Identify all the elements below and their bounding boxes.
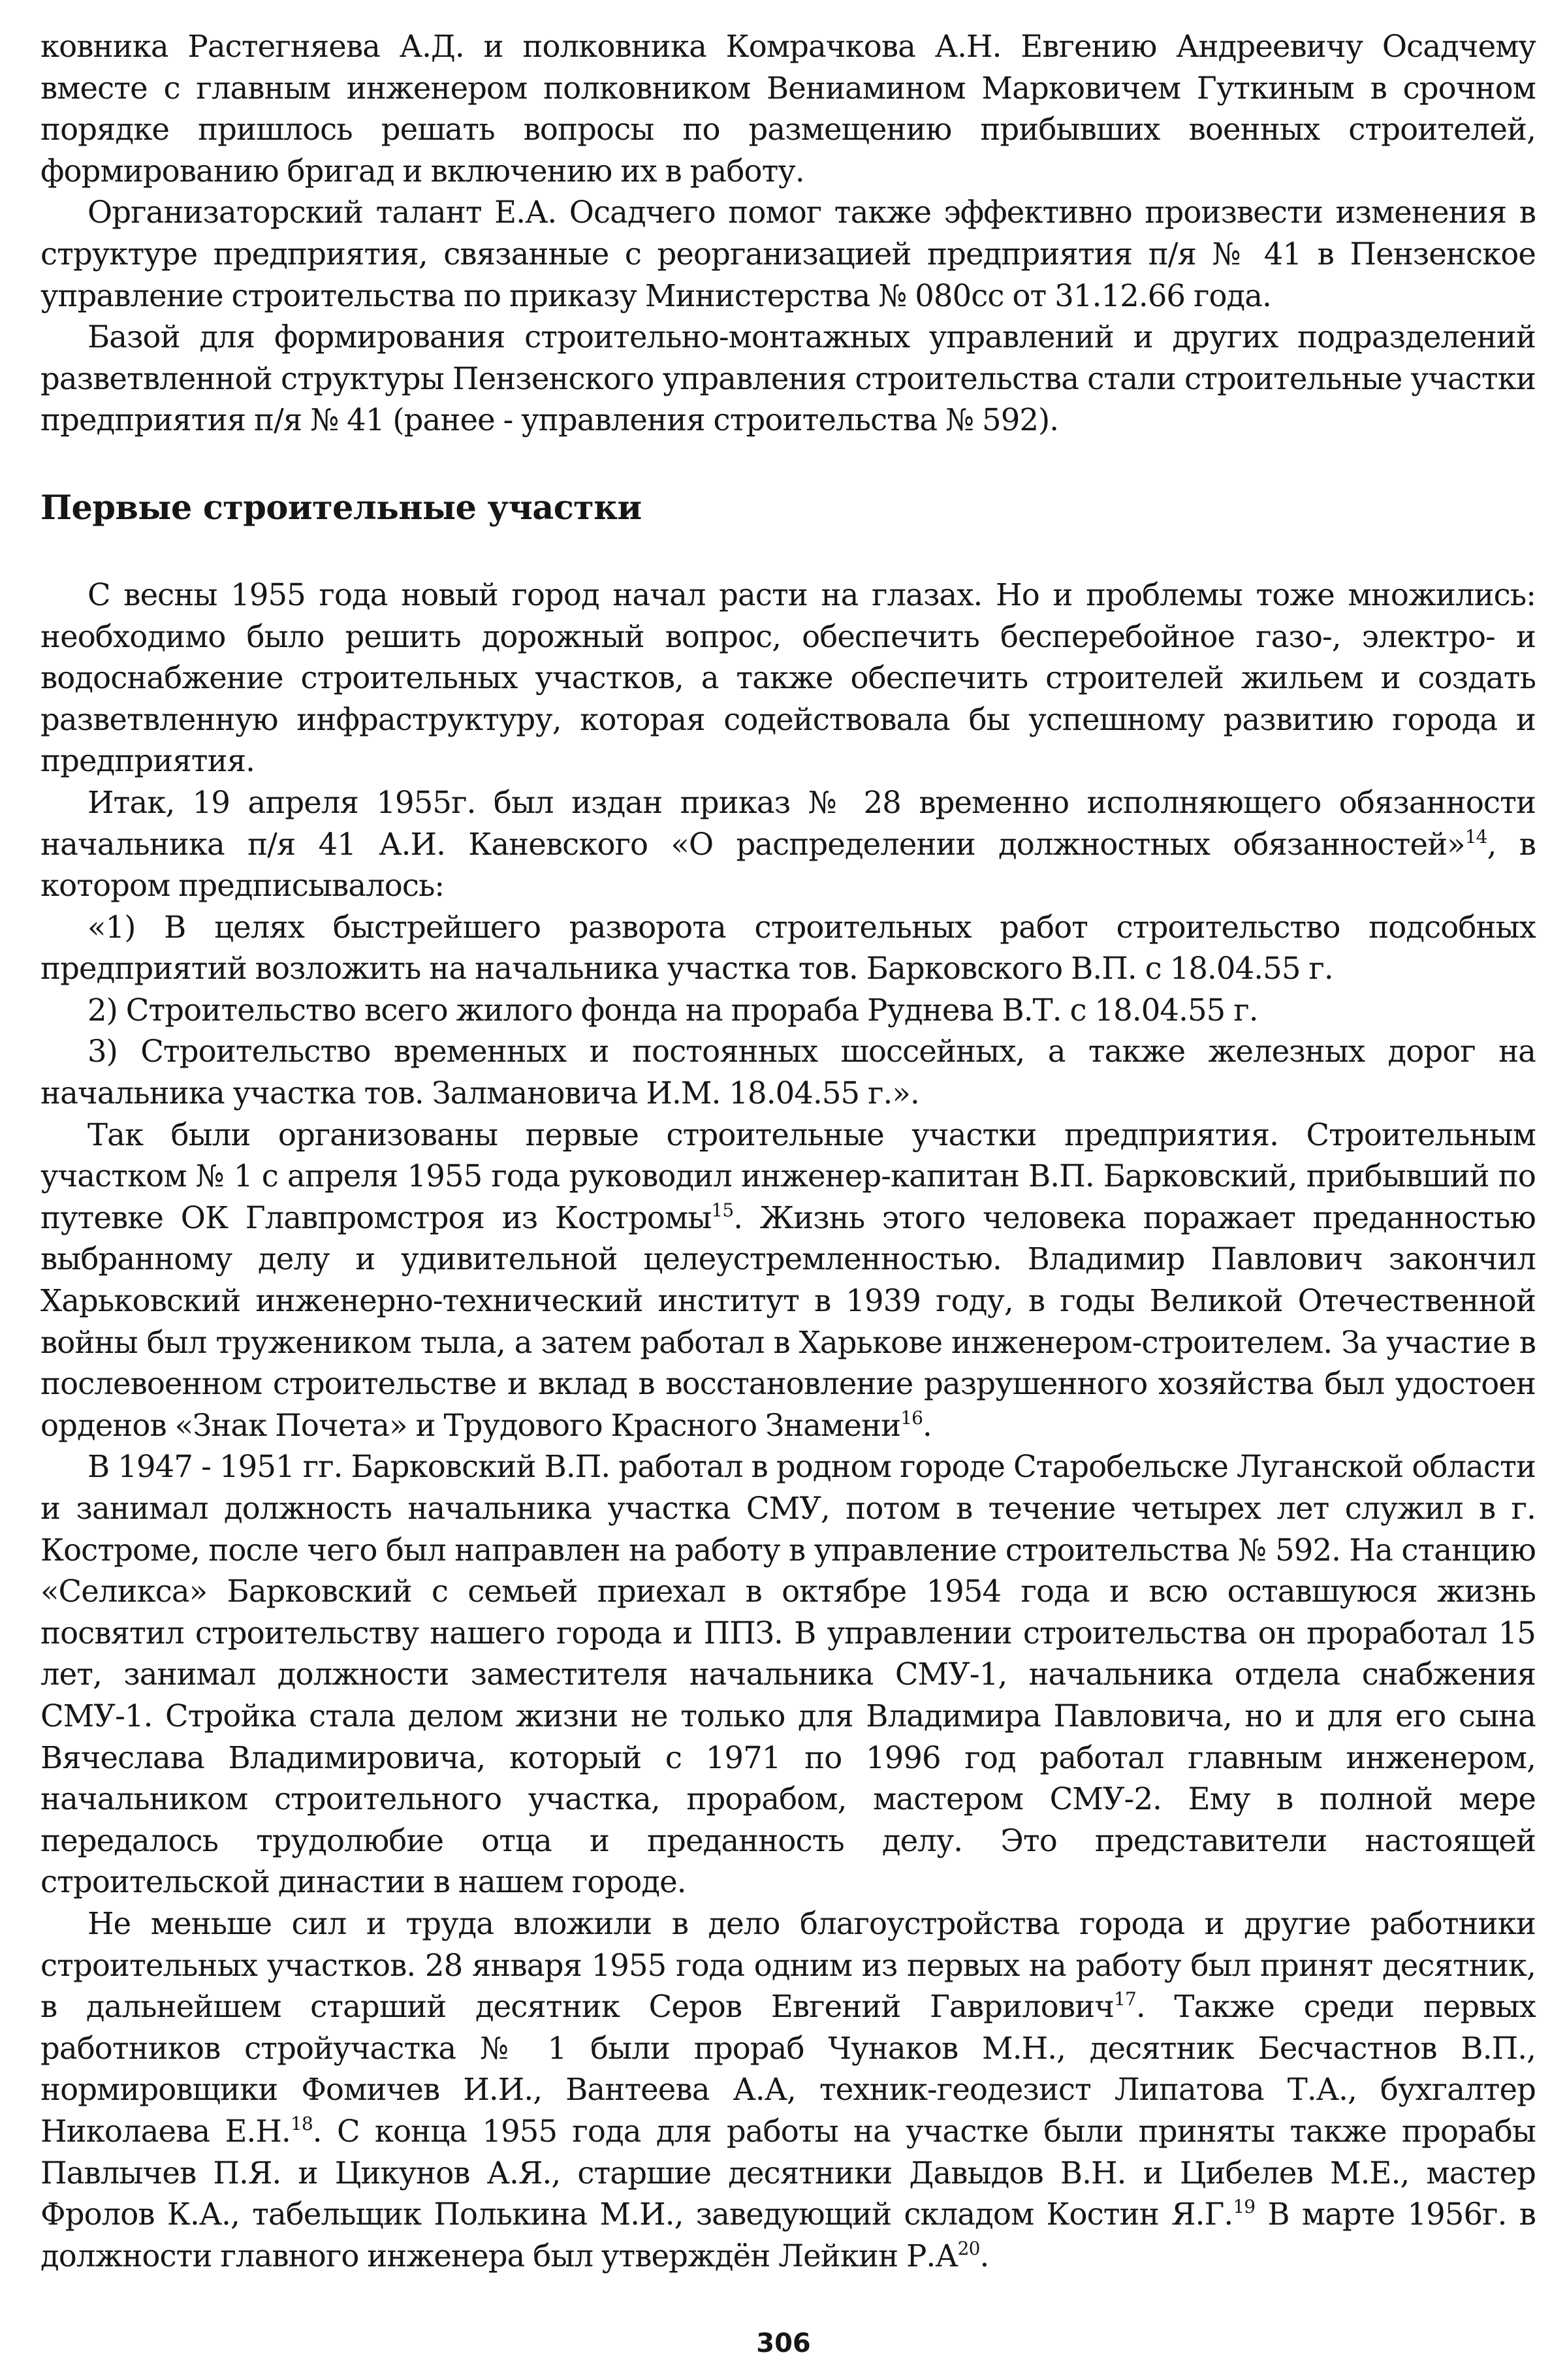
- footnote-ref: 19: [1233, 2196, 1256, 2218]
- text-run: . Жизнь этого человека поражает преданностью выбранному делу и удивительной целеустремленностью. Владимир Павлович закончил Харьковский инженерно-технический институт в 1939 году, в годы Великой Отечественной войны был тружеником тыла, а затем работал в Харькове инженером-строителем. За участие в послевоенном строительстве и вклад в восстановление разрушенного хозяйства был удостоен орденов «Знак Почета» и Трудового Красного Знамени: [40, 1199, 1536, 1443]
- footnote-ref: 15: [711, 1199, 734, 1221]
- text-run: . Также среди первых работников стройучастка № 1 были прораб Чунаков М.Н., десятник Бесчастнов В.П., нормировщики Фомичев И.И., Вантеева А.А, техник-геодезист Липатова Т.А., бухгалтер Николаева Е.Н.: [40, 1989, 1536, 2149]
- paragraph-barkovsky-biography: В 1947 - 1951 гг. Барковский В.П. работал в родном городе Старобельске Луганской области и занимал должность начальника участка СМУ, потом в течение четырех лет служил в г. Костроме, после чего был направлен на работу в управление строительства № 592. На станцию «Селикса» Барковский с семьей приехал в октябре 1954 года и всю оставшуюся жизнь посвятил строительству нашего города и ППЗ. В управлении строительства он проработал 15 лет, занимал должности заместителя начальника СМУ-1, начальника отдела снабжения СМУ-1. Стройка стала делом жизни не только для Владимира Павловича, но и для его сына Вячеслава Владимировича, который с 1971 по 1996 год работал главным инженером, начальником строительного участка, прорабом, мастером СМУ-2. Ему в полной мере передалось трудолюбие отца и преданность делу. Это представители настоящей строительской династии в нашем городе.: [40, 1449, 1536, 1900]
- text-run: .: [923, 1407, 932, 1443]
- paragraph-barkovsky: [40, 1115, 1536, 1447]
- paragraph-structure-basis: Базой для формирования строительно-монтажных управлений и других подразделений разветвленной структуры Пензенского управления строительства стали строительные участки предприятия п/я № 41 (ранее - управления строительства № 592).: [40, 319, 1536, 438]
- paragraph-spring-1955: С весны 1955 года новый город начал расти на глазах. Но и проблемы тоже множились: необходимо было решить дорожный вопрос, обеспечить бесперебойное газо-, электро- и водоснабжение строительных участков, а также обеспечить строителей жильем и создать разветвленную инфраструктуру, которая содействовала бы успешному развитию города и предприятия.: [40, 577, 1536, 779]
- paragraph-continuation: ковника Растегняева А.Д. и полковника Комрачкова А.Н. Евгению Андреевичу Осадчему вместе с главным инженером полковником Вениамином Марковичем Гуткиным в срочном порядке пришлось решать вопросы по размещению прибывших военных строителей, формированию бригад и включению их в работу.: [40, 29, 1536, 189]
- page-body: [40, 26, 1536, 2277]
- text-run: Не меньше сил и труда вложили в дело благоустройства города и другие работники строительных участков. 28 января 1955 года одним из первых на работу был принят десятник, в дальнейшем старший десятник Серов Евгений Гаврилович: [40, 1905, 1536, 2025]
- text-run: Так были организованы первые строительные участки предприятия. Строительным участком № 1 с апреля 1955 года руководил инженер-капитан В.П. Барковский, прибывший по путевке ОК Главпромстроя из Костромы: [40, 1117, 1536, 1235]
- text-run: .: [979, 2238, 989, 2274]
- page-number: 306: [756, 2328, 811, 2358]
- order-item-3: 3) Строительство временных и постоянных шоссейных, а также железных дорог на начальника участка тов. Залмановича И.М. 18.04.55 г.».: [40, 1034, 1536, 1111]
- section-heading: Первые строительные участки: [40, 488, 642, 528]
- order-item-1: «1) В целях быстрейшего разворота строительных работ строительство подсобных предприятий возложить на начальника участка тов. Барковского В.П. с 18.04.55 г.: [40, 909, 1536, 987]
- text-run: . С конца 1955 года для работы на участке были приняты также прорабы Павлычев П.Я. и Цикунов А.Я., старшие десятники Давыдов В.Н. и Цибелев М.Е., мастер Фролов К.А., табельщик Полькина М.И., заведующий складом Костин Я.Г.: [40, 2113, 1536, 2232]
- text-run: , в котором предписывалось:: [40, 826, 1536, 904]
- text-run: В марте 1956г. в должности главного инженера был утверждён Лейкин Р.А: [40, 2197, 1536, 2274]
- paragraph-other-workers: [40, 1903, 1536, 2277]
- paragraph-osadchy-talent: Организаторский талант Е.А. Осадчего помог также эффективно произвести изменения в структуре предприятия, связанные с реорганизацией предприятия п/я № 41 в Пензенское управление строительства по приказу Министерства № 080сс от 31.12.66 года.: [40, 195, 1536, 313]
- footnote-ref: 18: [290, 2112, 313, 2134]
- order-item-2: 2) Строительство всего жилого фонда на прораба Руднева В.Т. с 18.04.55 г.: [87, 992, 1258, 1028]
- footnote-ref: 16: [900, 1406, 923, 1429]
- footnote-ref: 14: [1464, 825, 1487, 848]
- text-run: Итак, 19 апреля 1955г. был издан приказ № 28 временно исполняющего обязанности начальника п/я 41 А.И. Каневского «О распределении должностных обязанностей»: [40, 784, 1536, 862]
- paragraph-order-28: [40, 782, 1536, 907]
- footnote-ref: 20: [957, 2237, 980, 2259]
- footnote-ref: 17: [1114, 1988, 1136, 2010]
